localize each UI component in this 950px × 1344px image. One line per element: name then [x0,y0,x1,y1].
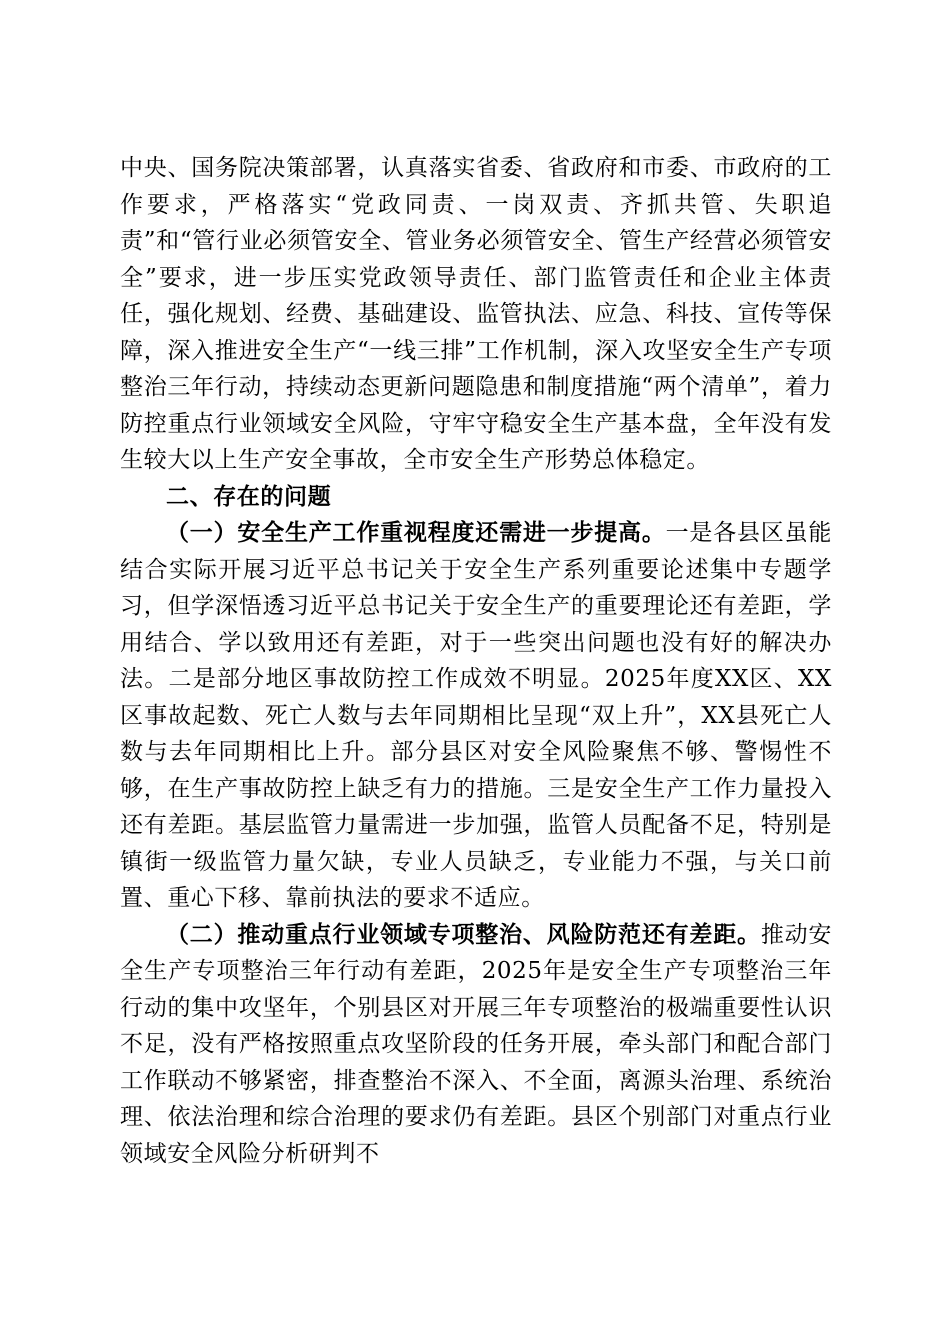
subsection-1-paragraph [120,515,832,917]
subsection-1-title: （一）安全生产工作重视程度还需进一步提高。 [166,519,666,546]
subsection-1-body: 一是各县区虽能结合实际开展习近平总书记关于安全生产系列重要论述集中专题学习，但学深悟透习近平总书记关于安全生产的重要理论还有差距，学用结合、学以致用还有差距，对于一些突出问题也没有好的解决办法。二是部分地区事故防控工作成效不明显。2025年度XX区、XX区事故起数、死亡人数与去年同期相比呈现“双上升”，XX县死亡人数与去年同期相比上升。部分县区对安全风险聚焦不够、警惕性不够，在生产事故防控上缺乏有力的措施。三是安全生产工作力量投入还有差距。基层监管力量需进一步加强，监管人员配备不足，特别是镇街一级监管力量欠缺，专业人员缺乏，专业能力不强，与关口前置、重心下移、靠前执法的要求不适应。 [120,520,832,911]
intro-paragraph: 中央、国务院决策部署，认真落实省委、省政府和市委、市政府的工作要求，严格落实“党政同责、一岗双责、齐抓共管、失职追责”和“管行业必须管安全、管业务必须管安全、管生产经营必须管安全”要求，进一步压实党政领导责任、部门监管责任和企业主体责任，强化规划、经费、基础建设、监管执法、应急、科技、宣传等保障，深入推进安全生产“一线三排”工作机制，深入攻坚安全生产专项整治三年行动，持续动态更新问题隐患和制度措施“两个清单”，着力防控重点行业领域安全风险，守牢守稳安全生产基本盘，全年没有发生较大以上生产安全事故，全市安全生产形势总体稳定。 [120,155,832,473]
document-body [120,150,832,1172]
subsection-2-title: （二）推动重点行业领域专项整治、风险防范还有差距。 [166,920,761,948]
subsection-2-body: 推动安全生产专项整治三年行动有差距，2025年是安全生产专项整治三年行动的集中攻坚年，个别县区对开展三年专项整治的极端重要性认识不足，没有严格按照重点攻坚阶段的任务开展，牵头部门和配合部门工作联动不够紧密，排查整治不深入、不全面，离源头治理、系统治理、依法治理和综合治理的要求仍有差距。县区个别部门对重点行业领域安全风险分析研判不 [120,921,832,1167]
section-heading: 二、存在的问题 [166,482,332,510]
subsection-2-paragraph [120,917,832,1173]
